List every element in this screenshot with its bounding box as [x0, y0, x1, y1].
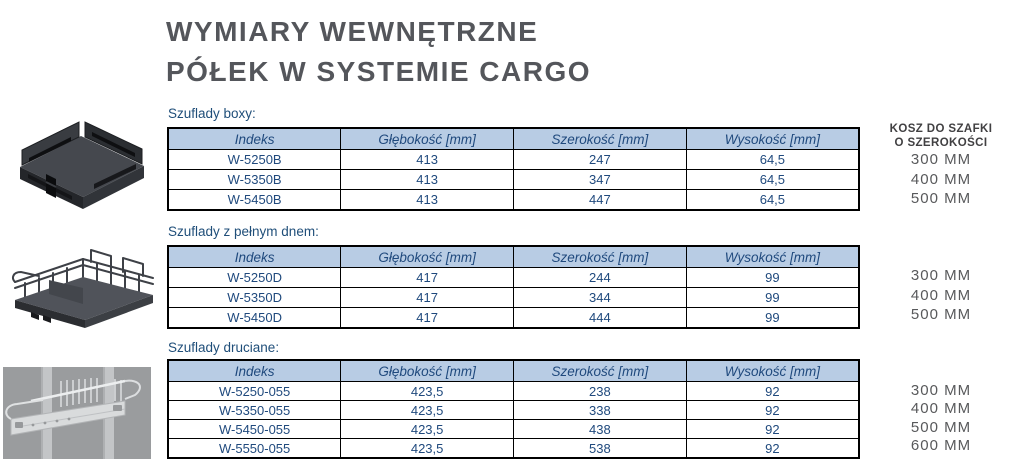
cell-indeks: W-5350-055 — [168, 401, 341, 420]
cell-glebokosc: 413 — [341, 170, 514, 190]
cell-indeks: W-5250B — [168, 150, 341, 170]
table-row — [168, 288, 859, 308]
cell-wysokosc: 92 — [686, 439, 859, 459]
table-header-row — [168, 360, 859, 382]
cell-szerokosc: 344 — [514, 288, 687, 308]
section-label-druciane: Szuflady druciane: — [168, 340, 280, 355]
cell-wysokosc: 64,5 — [686, 170, 859, 190]
section-label-pelne-dno: Szuflady z pełnym dnem: — [168, 224, 319, 239]
cell-szerokosc: 438 — [514, 420, 687, 439]
column-header-wysokosc: Wysokość [mm] — [686, 246, 859, 268]
boxy-drawer-illustration — [8, 112, 153, 217]
table-row — [168, 268, 859, 288]
cell-indeks: W-5450D — [168, 308, 341, 329]
basket-width-label: 400 MM — [910, 170, 972, 188]
cell-szerokosc: 447 — [514, 190, 687, 211]
page-title-line2: PÓŁEK W SYSTEMIE CARGO — [166, 56, 592, 87]
product-image-wire-basket-photo — [3, 367, 151, 462]
basket-widths-group-boxy — [872, 150, 1010, 209]
column-header-glebokosc: Głębokość [mm] — [341, 360, 514, 382]
cell-indeks: W-5450B — [168, 190, 341, 211]
cell-wysokosc: 99 — [686, 288, 859, 308]
section-label-szuflady-boxy: Szuflady boxy: — [168, 106, 256, 121]
page-title-line1: WYMIARY WEWNĘTRZNE — [166, 16, 539, 47]
cell-indeks: W-5350B — [168, 170, 341, 190]
basket-width-label: 500 MM — [910, 190, 972, 208]
cell-szerokosc: 338 — [514, 401, 687, 420]
column-header-glebokosc: Głębokość [mm] — [341, 128, 514, 150]
cell-wysokosc: 99 — [686, 308, 859, 329]
cell-szerokosc: 538 — [514, 439, 687, 459]
cell-wysokosc: 64,5 — [686, 150, 859, 170]
column-header-szerokosc: Szerokość [mm] — [514, 128, 687, 150]
cell-szerokosc: 347 — [514, 170, 687, 190]
cell-indeks: W-5550-055 — [168, 439, 341, 459]
table-row — [168, 439, 859, 459]
column-header-indeks: Indeks — [168, 360, 341, 382]
product-image-full-bottom-basket — [5, 238, 163, 338]
column-header-indeks: Indeks — [168, 246, 341, 268]
table-header-row — [168, 128, 859, 150]
column-header-indeks: Indeks — [168, 128, 341, 150]
table-szuflady-druciane — [167, 359, 860, 459]
table-row — [168, 170, 859, 190]
basket-width-label: 300 MM — [910, 151, 972, 168]
table-row — [168, 401, 859, 420]
cell-glebokosc: 417 — [341, 268, 514, 288]
cell-szerokosc: 244 — [514, 268, 687, 288]
table-row — [168, 420, 859, 439]
column-header-szerokosc: Szerokość [mm] — [514, 246, 687, 268]
cell-glebokosc: 413 — [341, 190, 514, 211]
basket-width-heading — [872, 122, 1010, 150]
cell-wysokosc: 92 — [686, 420, 859, 439]
basket-width-label: 300 MM — [910, 382, 972, 399]
cell-indeks: W-5450-055 — [168, 420, 341, 439]
basket-width-label: 400 MM — [910, 400, 972, 418]
cell-glebokosc: 417 — [341, 308, 514, 329]
table-szuflady-boxy — [167, 127, 860, 211]
cell-wysokosc: 92 — [686, 401, 859, 420]
column-header-wysokosc: Wysokość [mm] — [686, 360, 859, 382]
cell-glebokosc: 423,5 — [341, 401, 514, 420]
cell-glebokosc: 423,5 — [341, 420, 514, 439]
basket-width-label: 600 MM — [910, 437, 972, 455]
product-image-boxy-drawer — [8, 112, 153, 222]
cell-glebokosc: 423,5 — [341, 439, 514, 459]
table-row — [168, 382, 859, 401]
basket-width-label: 500 MM — [910, 306, 972, 324]
cell-glebokosc: 417 — [341, 288, 514, 308]
column-header-glebokosc: Głębokość [mm] — [341, 246, 514, 268]
cell-wysokosc: 92 — [686, 382, 859, 401]
basket-width-heading-line1: KOSZ DO SZAFKI — [889, 123, 993, 135]
column-header-wysokosc: Wysokość [mm] — [686, 128, 859, 150]
cell-wysokosc: 99 — [686, 268, 859, 288]
column-header-szerokosc: Szerokość [mm] — [514, 360, 687, 382]
table-row — [168, 190, 859, 211]
table-row — [168, 150, 859, 170]
cell-szerokosc: 238 — [514, 382, 687, 401]
cell-glebokosc: 423,5 — [341, 382, 514, 401]
basket-width-label: 400 MM — [910, 286, 972, 304]
basket-width-heading-line2: O SZEROKOŚCI — [894, 137, 988, 149]
cell-wysokosc: 64,5 — [686, 190, 859, 211]
basket-widths-group-pelne-dno — [872, 266, 1010, 325]
basket-width-label: 300 MM — [910, 267, 972, 284]
cell-szerokosc: 247 — [514, 150, 687, 170]
wire-basket-photo-illustration — [3, 367, 151, 459]
cell-indeks: W-5250D — [168, 268, 341, 288]
basket-widths-group-druciane — [872, 382, 1010, 456]
cell-indeks: W-5350D — [168, 288, 341, 308]
basket-width-label: 500 MM — [910, 418, 972, 436]
table-szuflady-pelne-dno — [167, 245, 860, 329]
cell-indeks: W-5250-055 — [168, 382, 341, 401]
cell-szerokosc: 444 — [514, 308, 687, 329]
table-row — [168, 308, 859, 329]
full-bottom-basket-illustration — [5, 238, 163, 333]
page-title — [166, 12, 591, 92]
cell-glebokosc: 413 — [341, 150, 514, 170]
table-header-row — [168, 246, 859, 268]
